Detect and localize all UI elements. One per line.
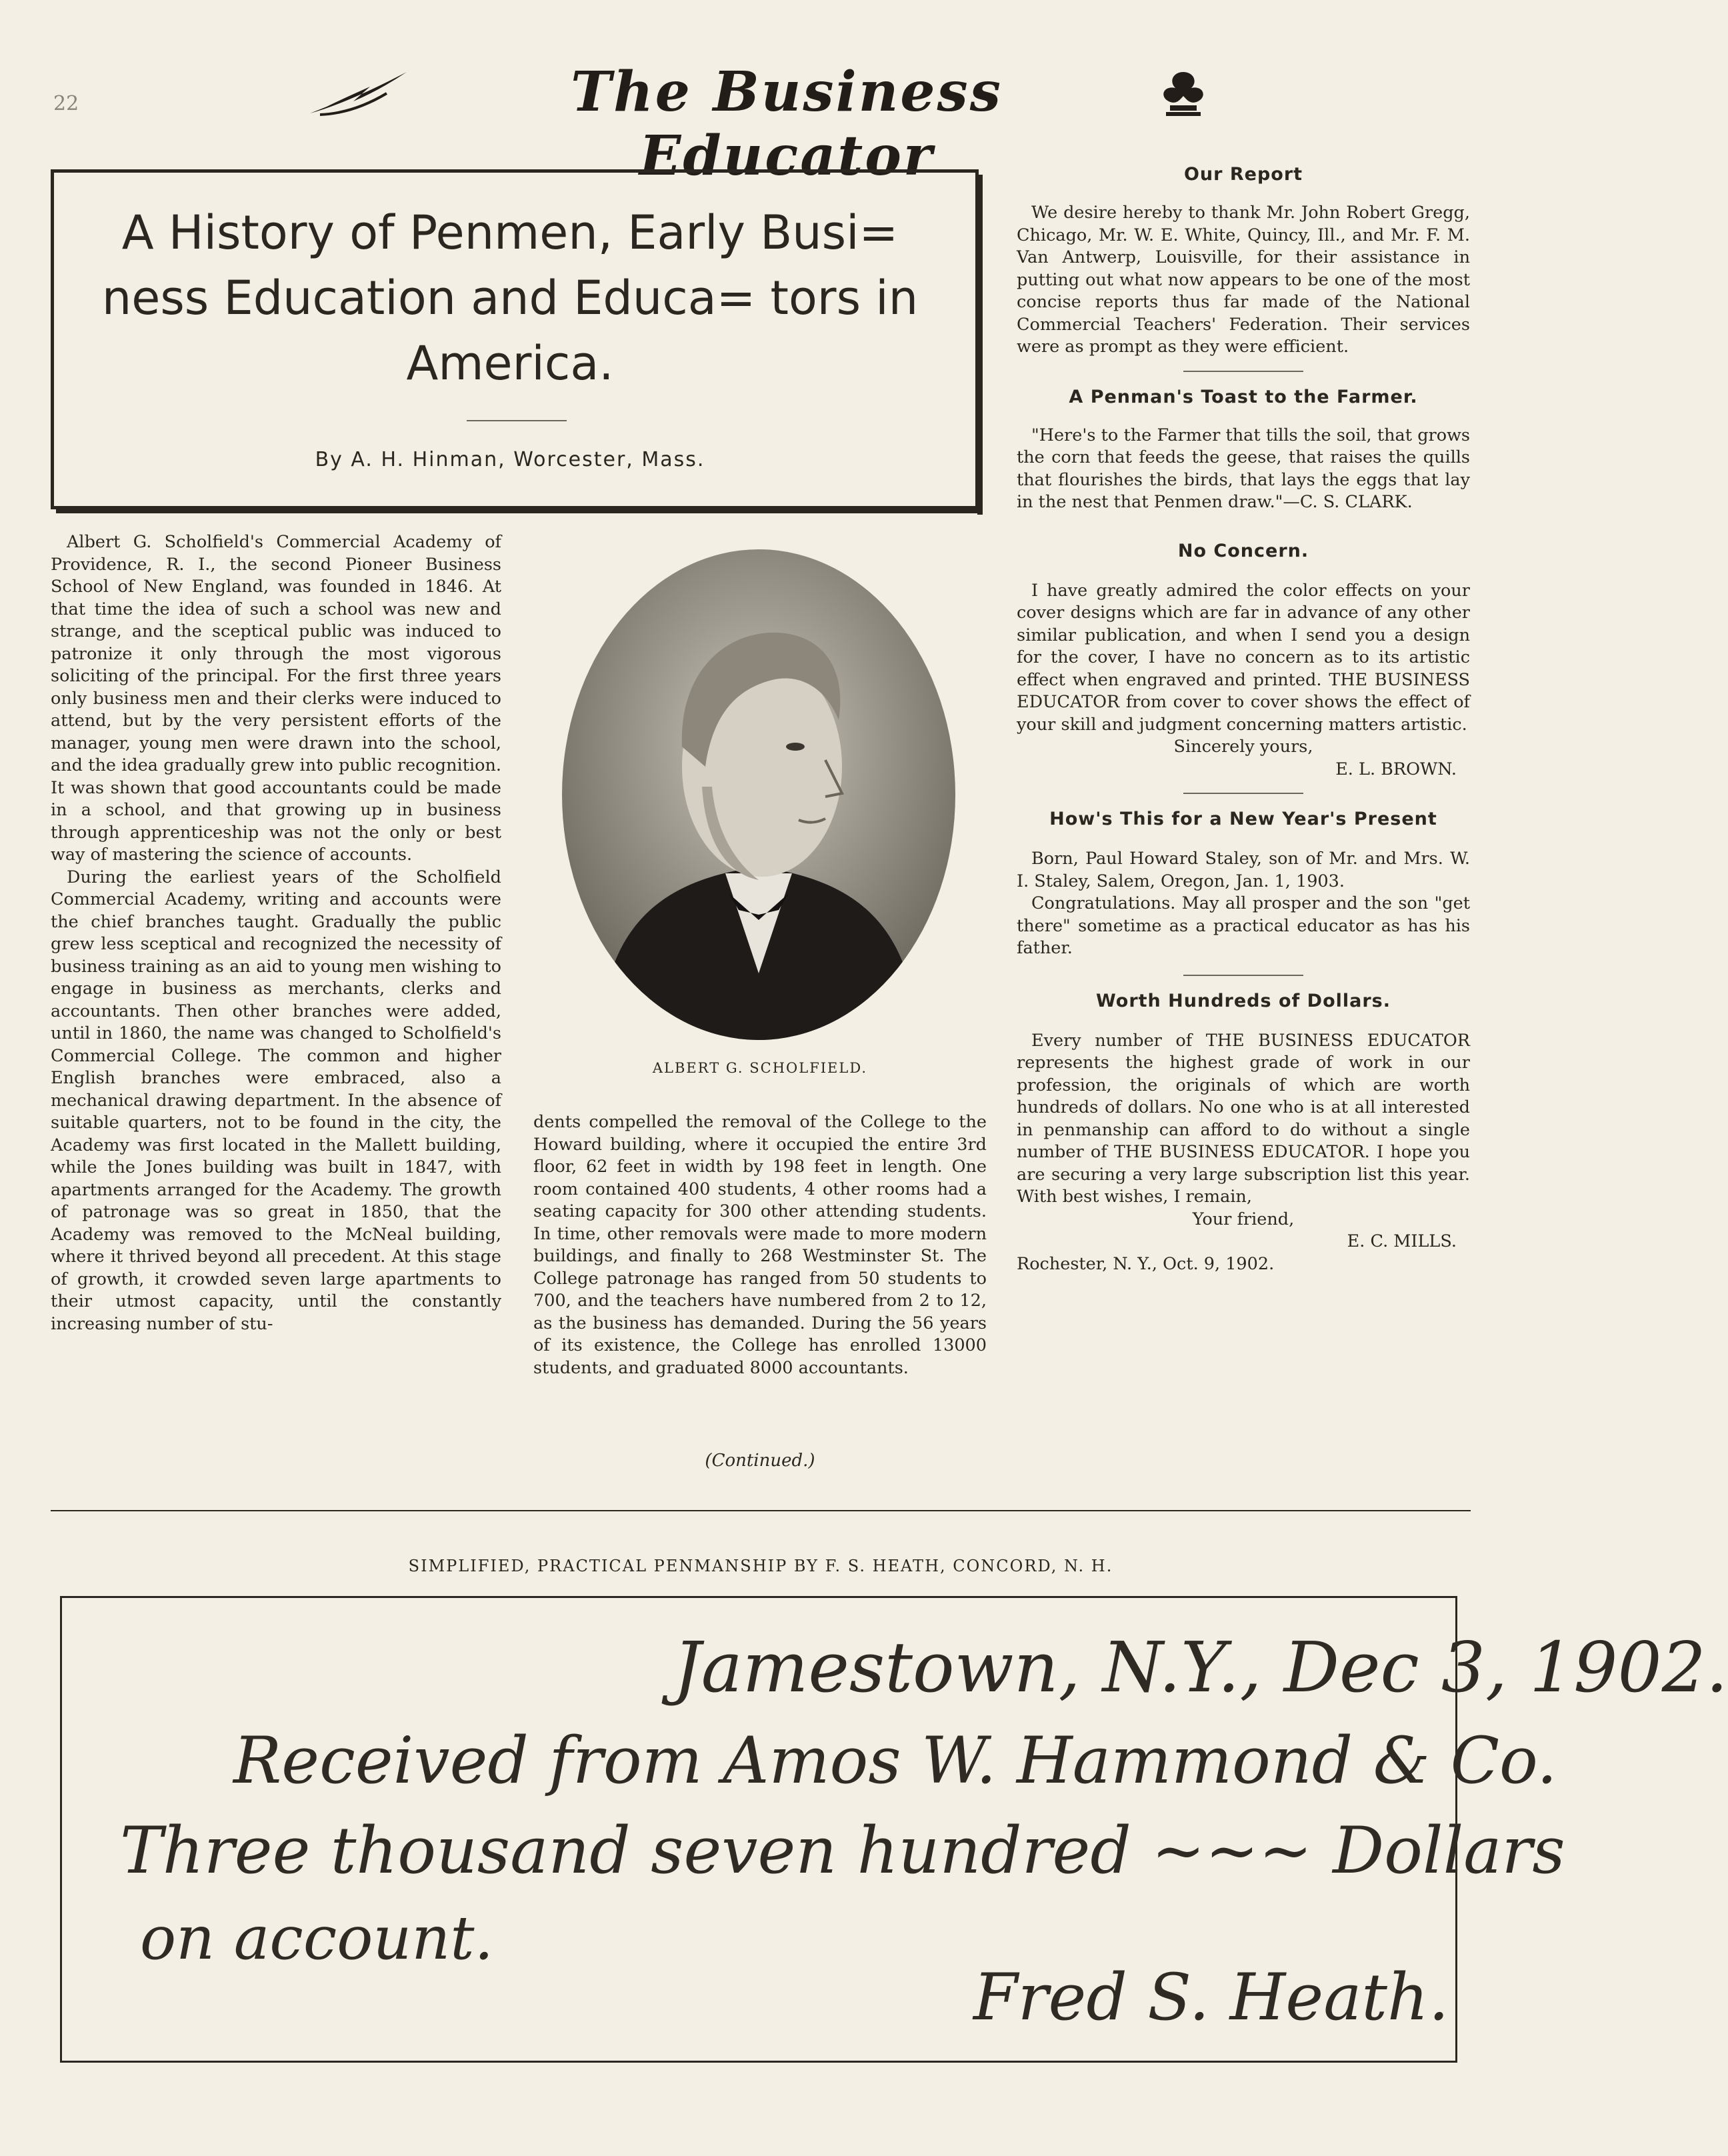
present-text: Born, Paul Howard Staley, son of Mr. and Mrs. W. I. Staley, Salem, Oregon, Jan. 1, 1903.	[1017, 849, 1470, 891]
section-heading-worth: Worth Hundreds of Dollars.	[1095, 990, 1391, 1011]
worth-text: Every number of THE BUSINESS EDUCATOR represents the highest grade of work in our profession, the originals of which are worth hundreds of dollars. No one who is at all interested in penmanship can afford to do without a single number of THE BUSINESS EDUCATOR. I hope you are securing a very large subscription list this year. With best wishes, I remain,	[1017, 1030, 1470, 1207]
specimen-caption: SIMPLIFIED, PRACTICAL PENMANSHIP BY F. S. HEATH, CONCORD, N. H.	[408, 1557, 1113, 1575]
section-heading-toast: A Penman's Toast to the Farmer.	[1069, 386, 1418, 407]
right-column	[1017, 164, 1470, 1275]
concern-closing: Sincerely yours,	[1173, 737, 1313, 757]
article-byline: By A. H. Hinman, Worcester, Mass.	[315, 448, 705, 471]
section-heading-present: How's This for a New Year's Present	[1049, 809, 1437, 829]
specimen-date-line: Jamestown, N.Y., Dec 3, 1902.	[673, 1627, 1728, 1708]
masthead-title: The Business Educator	[571, 60, 1003, 188]
page-divider	[51, 1510, 1471, 1511]
specimen-signature: Fred S. Heath.	[973, 1960, 1449, 2035]
title-box-shadow-bottom	[56, 508, 983, 513]
article-paragraph: Albert G. Scholfield's Commercial Academy of Providence, R. I., the second Pioneer Business School of New England, was founded in 1846. At that time the idea of such a school was new and strange, and the sceptical public was induced to patronize it only through the most vigorous soliciting of the principal. For the first three years only business men and their clerks were induced to attend, but by the very persistent efforts of the manager, young men were drawn into the school, and the idea gradually grew into public recognition. It was shown that good accountants could be made in a school, and that growing up in business through apprenticeship was not the only or best way of mastering the science of accounts.	[51, 532, 501, 865]
section-heading-report: Our Report	[1183, 164, 1303, 185]
portrait-image	[559, 547, 959, 1043]
title-divider	[467, 420, 567, 421]
quill-icon	[307, 67, 413, 120]
concern-text: I have greatly admired the color effects on your cover designs which are far in advance of any other similar publication, and when I send you a design for the cover, I have no concern as to its artistic effect when engraved and printed. THE BUSINESS EDUCATOR from cover to cover shows the effect of your skill and judgment concerning matters artistic.	[1017, 580, 1470, 735]
worth-dateline: Rochester, N. Y., Oct. 9, 1902.	[1017, 1253, 1275, 1274]
fleuron-icon	[1157, 67, 1210, 120]
report-text: We desire hereby to thank Mr. John Robert Gregg, Chicago, Mr. W. E. White, Quincy, Ill., and Mr. F. M. Van Antwerp, Louisville, for their assistance in putting out what now appears to be one of the most concise reports thus far made of the National Commercial Teachers' Federation. Their services were as prompt as they were efficient.	[1017, 203, 1470, 357]
article-paragraph: dents compelled the removal of the College to the Howard building, where it occupied the entire 3rd floor, 62 feet in width by 198 feet in length. One room contained 400 students, 4 other rooms had a seating capacity for 300 other attending students. In time, other removals were made to more modern buildings, and finally to 268 Westminster St. The College patronage has ranged from 50 students to 700, and the teachers have numbered from 2 to 12, as the business has demanded. During the 56 years of its existence, the College has enrolled 13000 students, and graduated 8000 accountants.	[533, 1112, 987, 1378]
worth-closing: Your friend,	[1192, 1209, 1295, 1229]
specimen-line: Three thousand seven hundred ~~~ Dollars	[120, 1813, 1565, 1888]
article-title: A History of Penmen, Early Busi= ness Education and Educa= tors in America.	[101, 205, 919, 391]
continued-label: (Continued.)	[705, 1451, 815, 1471]
worth-signature: E. C. MILLS.	[1347, 1231, 1457, 1251]
article-left-column	[51, 531, 501, 1335]
specimen-line: Received from Amos W. Hammond & Co.	[233, 1723, 1557, 1798]
concern-signature: E. L. BROWN.	[1335, 759, 1457, 779]
title-box-shadow	[977, 175, 983, 515]
specimen-line: on account.	[140, 1903, 494, 1973]
present-text: Congratulations. May all prosper and the son "get there" sometime as a practical educator as has his father.	[1017, 893, 1470, 958]
section-heading-concern: No Concern.	[1177, 540, 1309, 561]
article-middle-column	[533, 1111, 987, 1379]
toast-text: "Here's to the Farmer that tills the soil, that grows the corn that feeds the geese, that raises the quills that flourishes the birds, that lays the eggs that lay in the nest that Penmen draw."—C. S. CLARK.	[1017, 425, 1470, 512]
article-paragraph: During the earliest years of the Scholfield Commercial Academy, writing and accounts were the chief branches taught. Gradually the public grew less sceptical and recognized the necessity of business training as an aid to young men wishing to engage in business as merchants, clerks and accountants. Then other branches were added, until in 1860, the name was changed to Scholfield's Commercial College. The common and higher English branches were embraced, also a mechanical drawing department. In the absence of suitable quarters, not to be found in the city, the Academy was first located in the Mallett building, while the Jones building was built in 1847, with apartments arranged for the Academy. The growth of patronage was so great in 1850, that the Academy was removed to the McNeal building, where it thrived beyond all precedent. At this stage of growth, it crowded seven large apartments to their utmost capacity, until the constantly increasing number of stu-	[51, 867, 501, 1334]
portrait-caption: ALBERT G. SCHOLFIELD.	[652, 1060, 868, 1076]
page-number: 22	[53, 92, 79, 115]
